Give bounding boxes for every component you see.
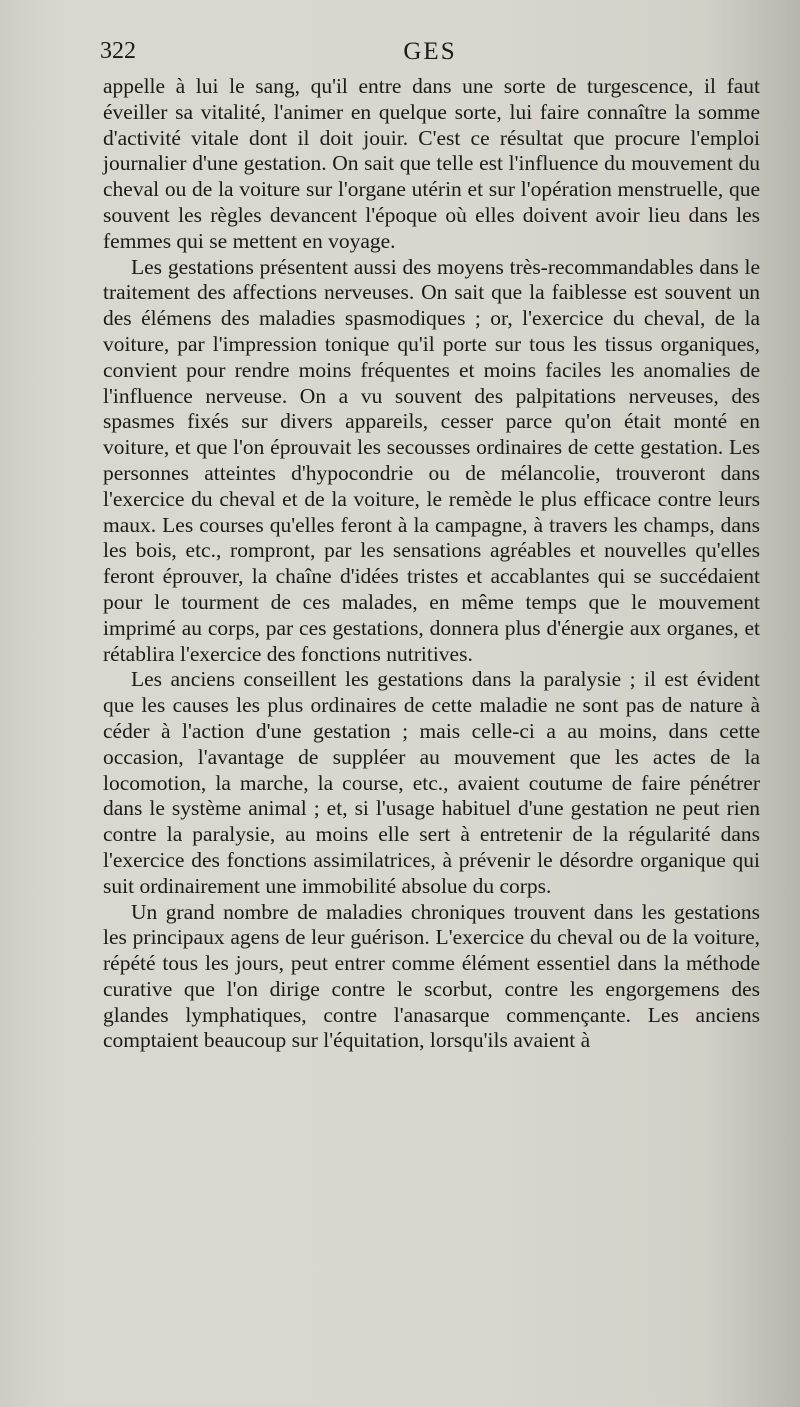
blank-bottom-margin bbox=[0, 1290, 800, 1407]
page-header bbox=[100, 38, 760, 70]
paragraph: Les anciens conseillent les gestations dans la paralysie ; il est évident que les causes les plus ordinaires de cette maladie ne sont pas de nature à céder à l'action d'une gestation ; mais celle-ci a au moins, dans cette occasion, l'avantage de suppléer au mouvement que les actes de la locomotion, la marche, la course, etc., avaient coutume de faire pénétrer dans le système animal ; et, si l'usage habituel d'une gestation ne peut rien contre la paralysie, au moins elle sert à entretenir de la régularité dans l'exercice des fonctions assimilatrices, à prévenir le désordre organique qui suit ordinairement une immobilité absolue du corps. bbox=[103, 667, 760, 898]
running-head: GES bbox=[403, 38, 457, 65]
page-number: 322 bbox=[100, 38, 136, 64]
paragraph: Les gestations présentent aussi des moyens très-recommandables dans le traitement des affections nerveuses. On sait que la faiblesse est souvent un des élémens des maladies spasmodiques ; or, l'exercice du cheval, de la voiture, par l'impression tonique qu'il porte sur tous les tissus organiques, convient pour rendre moins fréquentes et moins faciles les anomalies de l'influence nerveuse. On a vu souvent des palpitations nerveuses, des spasmes fixés sur divers appareils, cesser parce qu'on était monté en voiture, et que l'on éprouvait les secousses ordinaires de cette gestation. Les personnes atteintes d'hypocondrie ou de mélancolie, trouveront dans l'exercice du cheval et de la voiture, le remède le plus efficace contre leurs maux. Les courses qu'elles feront à la campagne, à travers les champs, dans les bois, etc., rompront, par les sensations agréables et nouvelles qu'elles feront éprouver, la chaîne d'idées tristes et accablantes qui se succédaient pour le tourment de ces malades, en même temps que le mouvement imprimé au corps, par ces gestations, donnera plus d'énergie aux organes, et rétablira l'exercice des fonctions nutritives. bbox=[103, 254, 760, 666]
paragraph: appelle à lui le sang, qu'il entre dans une sorte de turgescence, il faut éveiller sa vitalité, l'animer en quelque sorte, lui faire connaître la somme d'activité vitale dont il doit jouir. C'est ce résultat que procure l'emploi journalier d'une gestation. On sait que telle est l'influence du mouvement du cheval ou de la voiture sur l'organe utérin et sur l'opération menstruelle, que souvent les règles devancent l'époque où elles doivent avoir lieu dans les femmes qui se mettent en voyage. bbox=[103, 74, 760, 253]
body-text bbox=[103, 74, 760, 1054]
paragraph: Un grand nombre de maladies chroniques trouvent dans les gestations les principaux agens de leur guérison. L'exercice du cheval ou de la voiture, répété tous les jours, peut entrer comme élément essentiel dans la méthode curative que l'on dirige contre le scorbut, contre les engorgemens des glandes lymphatiques, contre l'anasarque commençante. Les anciens comptaient beaucoup sur l'équitation, lorsqu'ils avaient à bbox=[103, 899, 760, 1053]
